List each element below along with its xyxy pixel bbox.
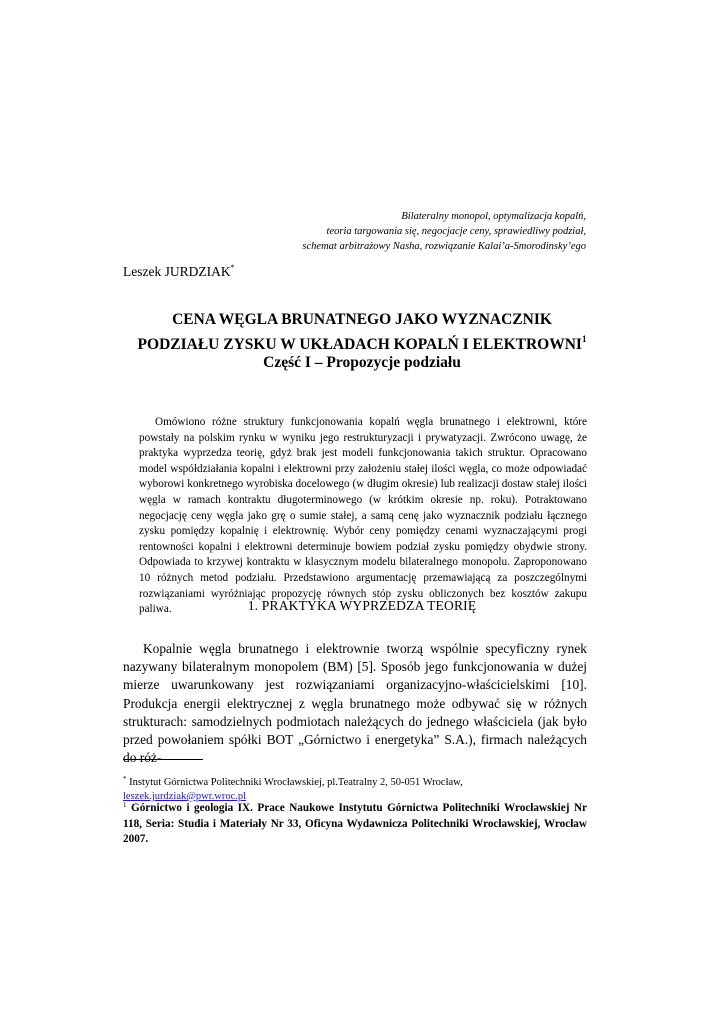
section-heading: 1. PRAKTYKA WYPRZEDZA TEORIĘ — [247, 598, 477, 613]
author-name: Leszek JURDZIAK — [123, 264, 231, 279]
footnote-publication-text: Górnictwo i geologia IX. Prace Naukowe Instytutu Górnictwa Politechniki Wrocławskiej Nr 118, Seria: Studia i Materiały Nr 33, Oficyna Wydawnicza Politechniki Wrocławskiej, Wrocław 2007. — [123, 802, 587, 846]
footnote-marker: 1 — [123, 801, 127, 809]
keywords-line: schemat arbitrażowy Nasha, rozwiązanie Kalai’a-Smorodinsky’ego — [302, 241, 586, 252]
footnote-marker: * — [123, 775, 127, 783]
body-paragraph: Kopalnie węgla brunatnego i elektrownie tworzą wspólnie specyficzny rynek nazywany bilateralnym monopolem (BM) [5]. Sposób jego funkcjonowania w dużej mierze uwarunkowany jest rozwiązaniami organizacyjno-właścicielskimi [10]. Produkcja energii elektrycznej z węgla brunatnego może odbywać się w różnych strukturach: samodzielnych podmiotach należących do jednego właściciela (jak było przed powołaniem spółki BOT „Górnictwo i energetyka” S.A.), firmach należących do róż- — [123, 641, 587, 766]
footnote-divider — [123, 759, 203, 760]
abstract: Omówiono różne struktury funkcjonowania kopalń węgla brunatnego i elektrowni, które powstały na polskim rynku w wyniku jego restrukturyzacji i prywatyzacji. Zwrócono uwagę, że praktyka wyprzedza teorię, gdyż brak jest modeli funkcjonowania takich struktur. Opracowano model współdziałania kopalni i elektrowni przy założeniu stałej ilości węgla, co może odpowiadać wyborowi konkretnego wyrobiska docelowego (w długim okresie) lub realizacji dostaw stałej ilości węgla w ramach kontraktu długoterminowego (w krótkim okresie np. roku). Potraktowano negocjację ceny węgla jako grę o sumie stałej, a samą cenę jako wyznacznik podziału łącznego zysku pomiędzy kopalnię i elektrownię. Wybór ceny pomiędzy cenami wyznaczającymi progi rentowności kopalni i elektrowni determinuje bowiem podział zysku pomiędzy obydwie strony. Odpowiada to krzywej kontraktu w klasycznym modelu bilateralnego monopolu. Zaproponowano 10 różnych metod podziału. Przedstawiono argumentację przemawiającą za poszczególnymi rozwiązaniami wyróżniając propozycję równych stóp zysku obliczonych bez kosztów zakupu paliwa. — [139, 416, 587, 616]
email-link[interactable]: leszek.jurdziak@pwr.wroc.pl — [123, 791, 247, 802]
footnote-publication — [123, 798, 587, 848]
title-line-2: PODZIAŁU ZYSKU W UKŁADACH KOPALŃ I ELEKTROWNI$^1$ — [137, 333, 587, 353]
title-line-1: CENA WĘGLA BRUNATNEGO JAKO WYZNACZNIK — [172, 311, 552, 328]
keywords-block — [166, 209, 586, 254]
keywords-line: Bilateralny monopol, optymalizacja kopalń, — [401, 211, 586, 222]
paper-title — [100, 311, 624, 373]
paper-subtitle: Część I – Propozycje podziału — [263, 354, 461, 371]
author-line — [123, 263, 235, 280]
footnote-affiliation: Instytut Górnictwa Politechniki Wrocławskiej, pl.Teatralny 2, 50-051 Wrocław, — [129, 777, 463, 788]
keywords-line: teoria targowania się, negocjacje ceny, sprawiedliwy podział, — [326, 226, 586, 237]
title-footnote-marker: 1 — [581, 333, 587, 344]
author-footnote-marker: * — [230, 263, 235, 272]
